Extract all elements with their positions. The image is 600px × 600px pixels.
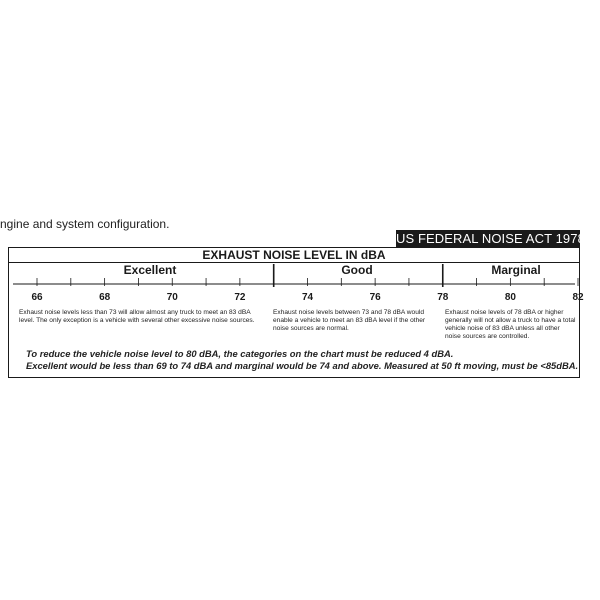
act-title-badge: US FEDERAL NOISE ACT 1978	[396, 231, 585, 246]
scale-tick-label: 74	[301, 292, 314, 303]
scale-tick-label: 70	[166, 292, 178, 303]
scale-tick-label: 72	[234, 292, 246, 303]
scale-tick-label: 78	[437, 292, 449, 303]
scale-tick-label: 68	[99, 292, 111, 303]
scale-tick-label: 66	[31, 292, 43, 303]
db-scale	[9, 248, 584, 318]
note-line-1: To reduce the vehicle noise level to 80 dBA, the categories on the chart must be reduced 4 dBA.	[26, 348, 454, 359]
scale-tick-label: 82	[572, 292, 584, 303]
note-line-2: Excellent would be less than 69 to 74 dBA and marginal would be 74 and above. Measured at 50 ft moving, must be <85dBA.	[26, 360, 579, 371]
category-good: Good	[341, 263, 373, 277]
description-marginal: Exhaust noise levels of 78 dBA or higher generally will not allow a truck to have a total vehicle noise of 83 dBA unless all other noise sources are controlled.	[445, 309, 576, 340]
chart-title: EXHAUST NOISE LEVEL IN dBA	[9, 248, 579, 263]
description-good: Exhaust noise levels between 73 and 78 dBA would enable a vehicle to meet an 83 dBA level if the other noise sources are normal.	[273, 309, 426, 332]
category-marginal: Marginal	[491, 263, 541, 277]
scale-tick-label: 76	[369, 292, 381, 303]
category-excellent: Excellent	[123, 263, 177, 277]
truncated-text-line: ngine and system configuration.	[0, 217, 170, 231]
description-excellent: Exhaust noise levels less than 73 will allow almost any truck to meet an 83 dBA level. The only exception is a vehicle with several other excessive noise sources.	[19, 309, 255, 324]
scale-tick-label: 80	[504, 292, 516, 303]
